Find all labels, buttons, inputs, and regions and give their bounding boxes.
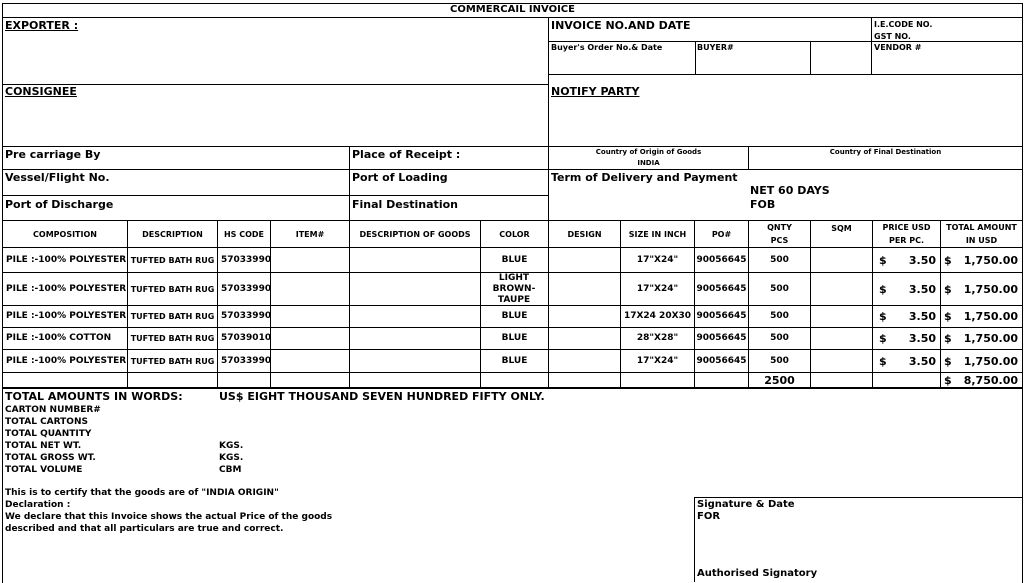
cell-hs-code: 57033990: [221, 283, 272, 294]
total-gross-wt-label: TOTAL GROSS WT.: [5, 453, 96, 463]
cell-po: 90056645: [696, 355, 747, 366]
signature-date-label: Signature & Date: [697, 499, 795, 510]
cell-total: 1,750.00: [963, 354, 1018, 368]
cell-total-currency: $: [944, 282, 952, 296]
total-amount: 8,750.00: [963, 373, 1018, 387]
col-price-unit: PER PC.: [888, 236, 925, 245]
authorised-signatory-label: Authorised Signatory: [697, 568, 818, 579]
cell-hs-code: 57033990: [221, 311, 272, 321]
cell-size: 17X24 20X30: [623, 311, 692, 321]
cell-total: 1,750.00: [963, 332, 1018, 345]
col-po: PO#: [711, 229, 732, 239]
total-cartons-label: TOTAL CARTONS: [5, 417, 88, 427]
gst-no-label: GST NO.: [874, 32, 911, 41]
cell-description: TUFTED BATH RUG: [130, 356, 215, 366]
place-of-receipt-label: Place of Receipt :: [352, 148, 461, 161]
ie-code-label: I.E.CODE NO.: [874, 20, 933, 29]
buyers-order-label: Buyer's Order No.& Date: [551, 43, 663, 52]
port-of-loading-label: Port of Loading: [352, 171, 448, 184]
col-sqm: SQM: [831, 223, 852, 233]
document-title: COMMERCAIL INVOICE: [450, 4, 575, 15]
for-label: FOR: [697, 511, 721, 522]
cell-total: 1,750.00: [963, 310, 1018, 323]
delivery-term-value: FOB: [750, 198, 776, 211]
cell-price-currency: $: [879, 310, 887, 323]
col-description-of-goods: DESCRIPTION OF GOODS: [359, 229, 471, 239]
cell-price: 3.50: [908, 310, 936, 323]
cell-total-currency: $: [944, 253, 952, 267]
total-net-wt-label: TOTAL NET WT.: [5, 441, 82, 451]
col-description: DESCRIPTION: [142, 229, 203, 239]
cell-description: TUFTED BATH RUG: [130, 284, 215, 294]
cell-description: TUFTED BATH RUG: [130, 334, 215, 343]
exporter-label: EXPORTER :: [5, 19, 79, 32]
cell-hs-code: 57033990: [221, 355, 272, 366]
col-qnty: QNTY: [767, 223, 792, 232]
cell-color: LIGHT BROWN-TAUPE: [492, 272, 536, 305]
amount-in-words-value: US$ EIGHT THOUSAND SEVEN HUNDRED FIFTY ONLY.: [219, 390, 545, 403]
pre-carriage-label: Pre carriage By: [5, 148, 101, 161]
cell-qty: 500: [770, 333, 789, 343]
declaration-text-1: We declare that this Invoice shows the actual Price of the goods: [5, 512, 333, 522]
invoice-no-date-label: INVOICE NO.AND DATE: [551, 19, 691, 32]
cell-size: 17"X24": [636, 254, 679, 265]
col-price: PRICE USD: [882, 223, 931, 232]
cell-total-currency: $: [944, 332, 952, 345]
cell-composition: PILE :-100% POLYESTER: [6, 283, 127, 294]
cell-price-currency: $: [879, 282, 887, 296]
cell-price: 3.50: [908, 282, 936, 296]
cell-color: BLUE: [501, 311, 528, 321]
term-delivery-label: Term of Delivery and Payment: [551, 171, 738, 184]
cell-price-currency: $: [879, 354, 887, 368]
payment-term-value: NET 60 DAYS: [750, 184, 830, 197]
cell-po: 90056645: [696, 283, 747, 294]
total-currency: $: [944, 373, 952, 387]
cell-total-currency: $: [944, 310, 952, 323]
cell-qty: 500: [770, 355, 789, 366]
cell-price: 3.50: [908, 354, 936, 368]
final-destination-label: Final Destination: [352, 198, 458, 211]
cell-color: BLUE: [501, 254, 528, 265]
cell-qty: 500: [770, 283, 789, 294]
origin-certification: This is to certify that the goods are of "INDIA ORIGIN": [5, 488, 279, 498]
cell-hs-code: 57033990: [221, 254, 272, 265]
consignee-label: CONSIGNEE: [5, 85, 77, 98]
cell-composition: PILE :-100% POLYESTER: [6, 311, 127, 321]
carton-number-label: CARTON NUMBER#: [5, 405, 101, 415]
col-size: SIZE IN INCH: [628, 229, 687, 239]
cell-size: 28"X28": [636, 333, 679, 343]
total-volume-label: TOTAL VOLUME: [5, 465, 83, 475]
port-of-discharge-label: Port of Discharge: [5, 198, 114, 211]
cell-price-currency: $: [879, 253, 887, 267]
volume-unit: CBM: [219, 465, 242, 475]
gross-wt-unit: KGS.: [219, 453, 244, 463]
cell-color: BLUE: [501, 333, 528, 343]
cell-description: TUFTED BATH RUG: [130, 312, 215, 321]
vendor-label: VENDOR #: [874, 43, 922, 52]
cell-total: 1,750.00: [963, 253, 1018, 267]
cell-description: TUFTED BATH RUG: [130, 255, 215, 265]
amount-in-words-label: TOTAL AMOUNTS IN WORDS:: [5, 390, 183, 403]
declaration-text-2: described and that all particulars are true and correct.: [5, 524, 284, 534]
cell-composition: PILE :-100% COTTON: [6, 333, 112, 343]
cell-color: BLUE: [501, 355, 528, 366]
col-hs-code: HS CODE: [223, 229, 265, 239]
cell-po: 90056645: [696, 311, 747, 321]
cell-price: 3.50: [908, 253, 936, 267]
notify-party-label: NOTIFY PARTY: [551, 85, 640, 98]
cell-total-currency: $: [944, 354, 952, 368]
col-total-unit: IN USD: [965, 236, 998, 245]
declaration-label: Declaration :: [5, 500, 71, 510]
cell-qty: 500: [770, 311, 789, 321]
col-design: DESIGN: [567, 229, 602, 239]
buyer-label: BUYER#: [697, 43, 734, 52]
cell-total: 1,750.00: [963, 282, 1018, 296]
col-total-amount: TOTAL AMOUNT: [946, 223, 1017, 232]
country-origin-value: INDIA: [637, 159, 660, 167]
cell-composition: PILE :-100% POLYESTER: [6, 254, 127, 265]
cell-price: 3.50: [908, 332, 936, 345]
country-origin-label: Country of Origin of Goods: [595, 148, 702, 156]
cell-po: 90056645: [696, 254, 747, 265]
cell-hs-code: 57039010: [221, 333, 272, 343]
col-qnty-unit: PCS: [770, 236, 789, 245]
cell-qty: 500: [770, 254, 789, 265]
col-composition: COMPOSITION: [33, 229, 97, 239]
vessel-flight-label: Vessel/Flight No.: [5, 171, 110, 184]
total-quantity-label: TOTAL QUANTITY: [5, 429, 92, 439]
country-final-destination-label: Country of Final Destination: [829, 148, 942, 156]
col-color: COLOR: [499, 229, 530, 239]
cell-composition: PILE :-100% POLYESTER: [6, 355, 127, 366]
net-wt-unit: KGS.: [219, 441, 244, 451]
cell-po: 90056645: [696, 333, 747, 343]
cell-size: 17"X24": [636, 283, 679, 294]
cell-size: 17"X24": [636, 355, 679, 366]
cell-price-currency: $: [879, 332, 887, 345]
total-qty: 2500: [764, 373, 795, 387]
col-item: ITEM#: [295, 229, 325, 239]
